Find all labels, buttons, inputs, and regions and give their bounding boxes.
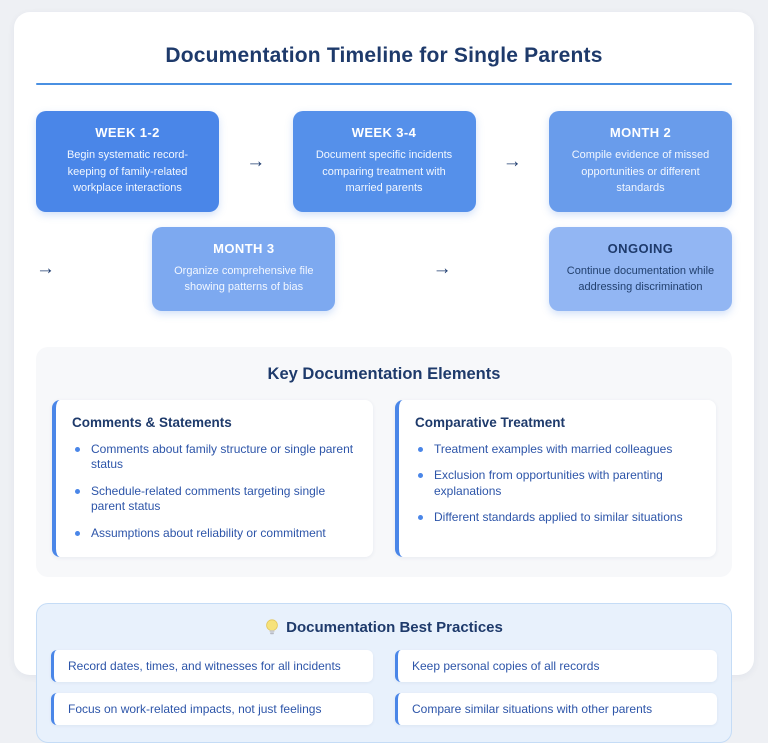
title-underline bbox=[36, 83, 732, 85]
step-description: Compile evidence of missed opportunities or different standards bbox=[571, 149, 710, 194]
step-description: Begin systematic record-keeping of family-related workplace interactions bbox=[66, 149, 189, 194]
arrow-right-icon: → bbox=[432, 258, 452, 279]
step-label: ONGOING bbox=[607, 240, 674, 256]
step-label: MONTH 3 bbox=[213, 240, 275, 256]
page-title: Documentation Timeline for Single Parents bbox=[165, 44, 603, 67]
list-item: Different standards applied to similar situations bbox=[415, 510, 700, 526]
key-elements-title: Key Documentation Elements bbox=[267, 364, 501, 383]
lightbulb-icon bbox=[265, 619, 279, 636]
list-item: Comments about family structure or single parent status bbox=[72, 442, 357, 473]
best-practices-title bbox=[51, 619, 717, 636]
arrow-right-icon: → bbox=[502, 150, 522, 172]
best-practices-grid bbox=[51, 650, 717, 725]
key-card-list bbox=[415, 442, 700, 526]
timeline-step-month-2 bbox=[549, 111, 732, 212]
step-label: WEEK 3-4 bbox=[351, 125, 417, 140]
timeline-step-month-3 bbox=[152, 227, 335, 311]
best-practice-item: Focus on work-related impacts, not just feelings bbox=[51, 693, 373, 725]
list-item: Assumptions about reliability or commitment bbox=[72, 526, 357, 542]
best-practices-title-text: Documentation Best Practices bbox=[286, 619, 503, 637]
arrow-right-icon: → bbox=[246, 150, 266, 172]
timeline-step-week-3-4 bbox=[293, 111, 476, 212]
timeline-row-1 bbox=[36, 111, 732, 212]
main-card bbox=[14, 12, 754, 717]
list-item: Treatment examples with married colleagues bbox=[415, 442, 700, 458]
key-card-comparative-treatment bbox=[395, 400, 716, 558]
key-card-heading: Comments & Statements bbox=[72, 414, 232, 430]
best-practices-section bbox=[36, 603, 732, 743]
key-elements-grid bbox=[52, 400, 716, 558]
step-label: WEEK 1-2 bbox=[95, 125, 160, 140]
timeline-step-ongoing bbox=[549, 227, 732, 311]
best-practice-item: Keep personal copies of all records bbox=[395, 650, 717, 682]
list-item: Schedule-related comments targeting single parent status bbox=[72, 484, 357, 515]
step-label: MONTH 2 bbox=[609, 125, 672, 140]
arrow-right-icon: → bbox=[36, 258, 55, 279]
key-card-list bbox=[72, 442, 357, 542]
best-practice-item: Compare similar situations with other parents bbox=[395, 693, 717, 725]
key-card-heading: Comparative Treatment bbox=[415, 414, 566, 430]
key-card-comments-statements bbox=[52, 400, 373, 558]
list-item: Exclusion from opportunities with parenting explanations bbox=[415, 468, 700, 499]
timeline bbox=[36, 111, 732, 311]
step-description: Organize comprehensive file showing patterns of bias bbox=[174, 264, 314, 293]
step-description: Continue documentation while addressing discrimination bbox=[566, 264, 715, 293]
step-description: Document specific incidents comparing treatment with married parents bbox=[315, 149, 453, 194]
key-documentation-elements-section bbox=[36, 347, 732, 578]
timeline-row-2 bbox=[36, 227, 732, 311]
timeline-step-week-1-2 bbox=[36, 111, 219, 212]
best-practice-item: Record dates, times, and witnesses for all incidents bbox=[51, 650, 373, 682]
